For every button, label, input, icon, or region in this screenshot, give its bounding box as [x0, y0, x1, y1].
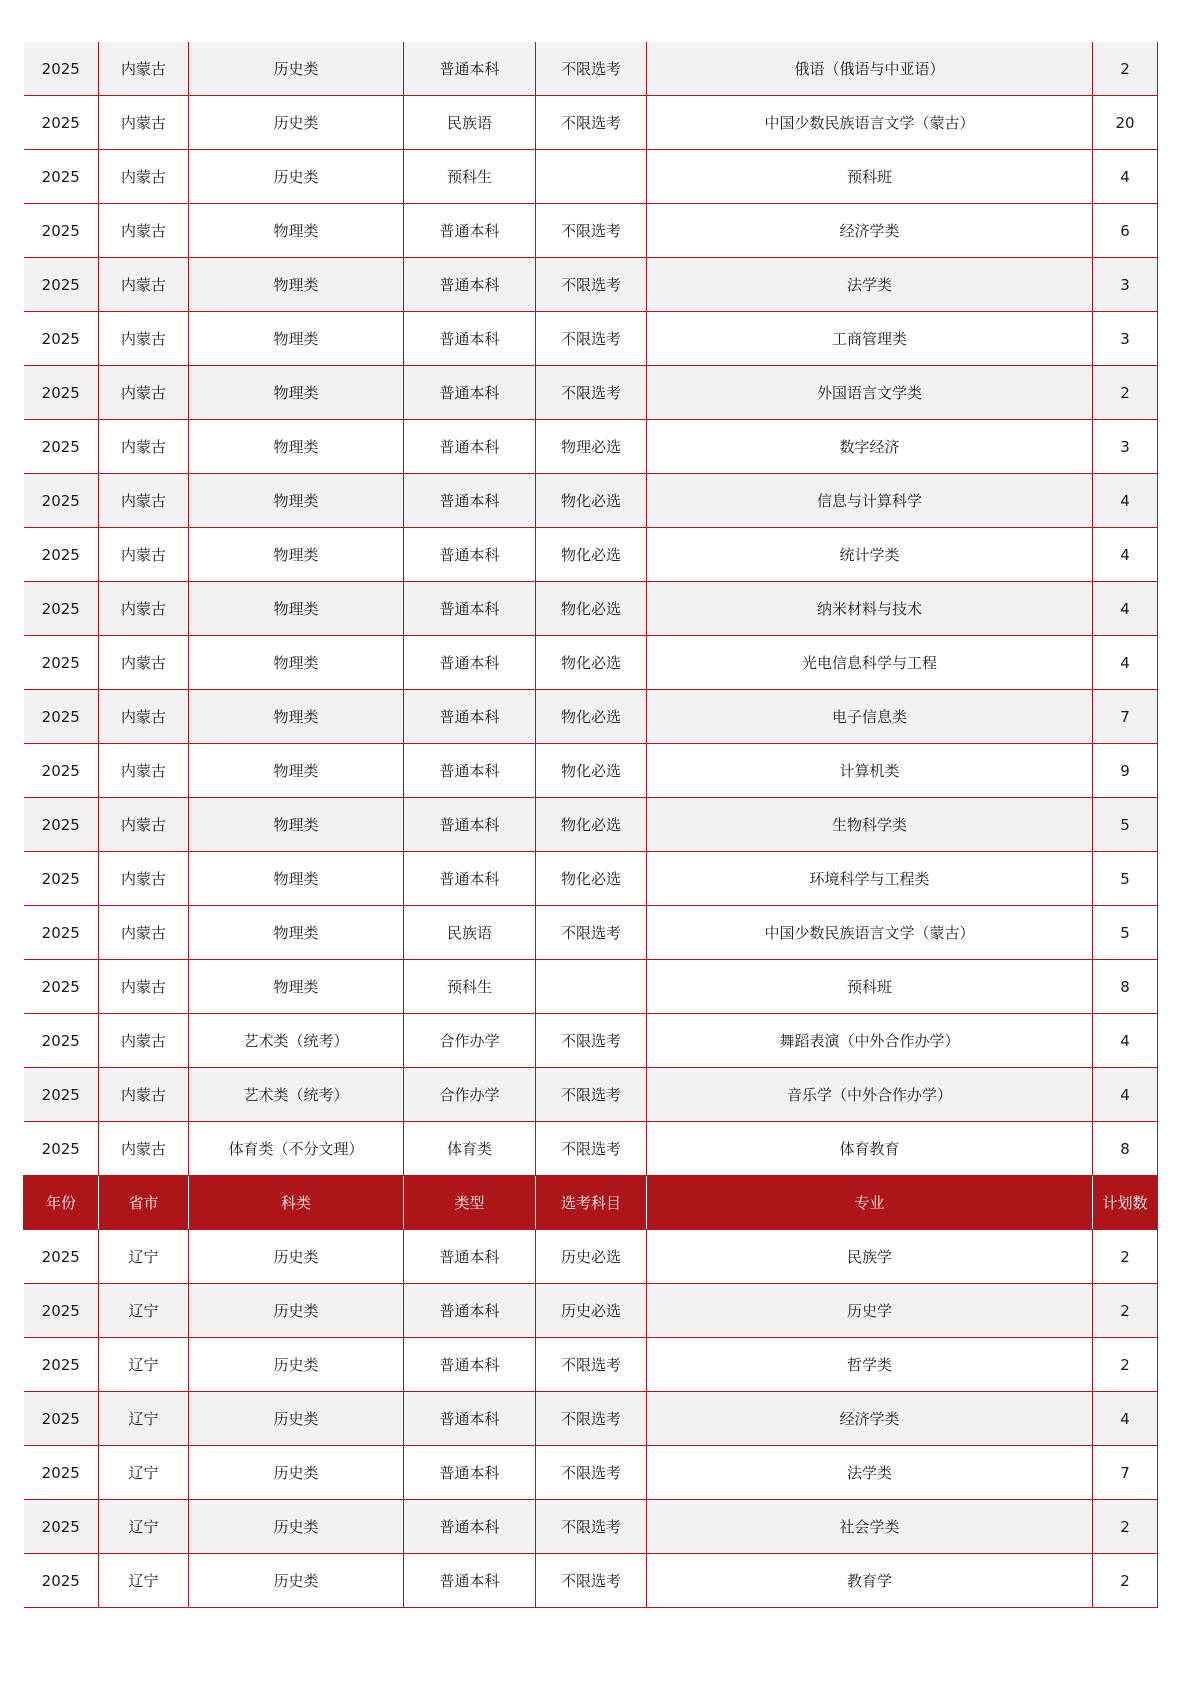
- cell-count: 4: [1093, 1014, 1158, 1068]
- cell-type: 预科生: [404, 150, 536, 204]
- cell-category: 物理类: [189, 312, 404, 366]
- cell-province: 内蒙古: [99, 960, 189, 1014]
- cell-type: 合作办学: [404, 1068, 536, 1122]
- cell-subjects: [536, 960, 647, 1014]
- cell-count: 4: [1093, 528, 1158, 582]
- cell-type: 普通本科: [404, 1500, 536, 1554]
- cell-type: 普通本科: [404, 474, 536, 528]
- cell-subjects: 历史必选: [536, 1230, 647, 1284]
- cell-count: 2: [1093, 42, 1158, 96]
- cell-category: 历史类: [189, 1392, 404, 1446]
- cell-subjects: 不限选考: [536, 366, 647, 420]
- cell-category: 物理类: [189, 906, 404, 960]
- cell-subjects: 不限选考: [536, 1014, 647, 1068]
- cell-year: 2025: [24, 1392, 99, 1446]
- cell-year: 2025: [24, 582, 99, 636]
- cell-subjects: 物化必选: [536, 798, 647, 852]
- cell-year: 2025: [24, 690, 99, 744]
- header-count: 计划数: [1093, 1176, 1158, 1230]
- cell-major: 历史学: [647, 1284, 1093, 1338]
- cell-count: 4: [1093, 1392, 1158, 1446]
- cell-type: 普通本科: [404, 420, 536, 474]
- table-row: [24, 1230, 1158, 1284]
- cell-major: 电子信息类: [647, 690, 1093, 744]
- cell-count: 3: [1093, 258, 1158, 312]
- table-row: [24, 1392, 1158, 1446]
- cell-subjects: 不限选考: [536, 258, 647, 312]
- cell-category: 艺术类（统考）: [189, 1068, 404, 1122]
- cell-year: 2025: [24, 1338, 99, 1392]
- table-row: [24, 1284, 1158, 1338]
- cell-province: 辽宁: [99, 1446, 189, 1500]
- cell-major: 教育学: [647, 1554, 1093, 1608]
- cell-year: 2025: [24, 906, 99, 960]
- cell-category: 历史类: [189, 1500, 404, 1554]
- cell-province: 内蒙古: [99, 96, 189, 150]
- cell-major: 哲学类: [647, 1338, 1093, 1392]
- cell-province: 辽宁: [99, 1392, 189, 1446]
- cell-major: 生物科学类: [647, 798, 1093, 852]
- cell-major: 法学类: [647, 258, 1093, 312]
- cell-major: 信息与计算科学: [647, 474, 1093, 528]
- cell-count: 4: [1093, 582, 1158, 636]
- table-row: [24, 852, 1158, 906]
- cell-category: 物理类: [189, 204, 404, 258]
- cell-count: 9: [1093, 744, 1158, 798]
- cell-subjects: 不限选考: [536, 1338, 647, 1392]
- header-year: 年份: [24, 1176, 99, 1230]
- cell-subjects: 物化必选: [536, 582, 647, 636]
- cell-year: 2025: [24, 636, 99, 690]
- header-category: 科类: [189, 1176, 404, 1230]
- table-row: [24, 1122, 1158, 1176]
- cell-province: 辽宁: [99, 1230, 189, 1284]
- table-row: [24, 528, 1158, 582]
- cell-category: 物理类: [189, 798, 404, 852]
- cell-subjects: 不限选考: [536, 42, 647, 96]
- cell-count: 7: [1093, 1446, 1158, 1500]
- cell-subjects: 不限选考: [536, 204, 647, 258]
- table-row: [24, 420, 1158, 474]
- cell-count: 4: [1093, 474, 1158, 528]
- table-row: [24, 258, 1158, 312]
- cell-year: 2025: [24, 1068, 99, 1122]
- cell-major: 法学类: [647, 1446, 1093, 1500]
- cell-count: 4: [1093, 1068, 1158, 1122]
- cell-year: 2025: [24, 798, 99, 852]
- cell-province: 内蒙古: [99, 906, 189, 960]
- cell-province: 内蒙古: [99, 420, 189, 474]
- cell-count: 4: [1093, 150, 1158, 204]
- table-row: [24, 1338, 1158, 1392]
- table-row: [24, 582, 1158, 636]
- cell-type: 普通本科: [404, 528, 536, 582]
- table-row: [24, 366, 1158, 420]
- cell-type: 民族语: [404, 96, 536, 150]
- cell-type: 普通本科: [404, 204, 536, 258]
- cell-type: 普通本科: [404, 1338, 536, 1392]
- cell-type: 普通本科: [404, 366, 536, 420]
- header-major: 专业: [647, 1176, 1093, 1230]
- cell-province: 内蒙古: [99, 798, 189, 852]
- table-row: [24, 204, 1158, 258]
- cell-category: 物理类: [189, 366, 404, 420]
- cell-subjects: 物理必选: [536, 420, 647, 474]
- cell-count: 2: [1093, 1500, 1158, 1554]
- cell-category: 物理类: [189, 420, 404, 474]
- cell-major: 计算机类: [647, 744, 1093, 798]
- cell-major: 环境科学与工程类: [647, 852, 1093, 906]
- cell-major: 统计学类: [647, 528, 1093, 582]
- cell-type: 普通本科: [404, 258, 536, 312]
- cell-count: 2: [1093, 1338, 1158, 1392]
- cell-major: 外国语言文学类: [647, 366, 1093, 420]
- cell-count: 2: [1093, 1284, 1158, 1338]
- cell-subjects: 不限选考: [536, 1122, 647, 1176]
- cell-category: 历史类: [189, 1338, 404, 1392]
- cell-year: 2025: [24, 258, 99, 312]
- cell-subjects: 不限选考: [536, 1500, 647, 1554]
- table-row: [24, 1068, 1158, 1122]
- cell-year: 2025: [24, 744, 99, 798]
- cell-type: 普通本科: [404, 852, 536, 906]
- cell-major: 俄语（俄语与中亚语）: [647, 42, 1093, 96]
- cell-category: 物理类: [189, 258, 404, 312]
- cell-subjects: 不限选考: [536, 1446, 647, 1500]
- cell-type: 普通本科: [404, 690, 536, 744]
- cell-year: 2025: [24, 1446, 99, 1500]
- cell-province: 内蒙古: [99, 258, 189, 312]
- cell-category: 物理类: [189, 636, 404, 690]
- table-header-row: [24, 1176, 1158, 1230]
- cell-year: 2025: [24, 312, 99, 366]
- cell-province: 内蒙古: [99, 744, 189, 798]
- cell-count: 5: [1093, 852, 1158, 906]
- cell-subjects: 物化必选: [536, 636, 647, 690]
- cell-year: 2025: [24, 1500, 99, 1554]
- table-row: [24, 312, 1158, 366]
- cell-count: 6: [1093, 204, 1158, 258]
- cell-subjects: 不限选考: [536, 1068, 647, 1122]
- cell-type: 普通本科: [404, 798, 536, 852]
- cell-category: 物理类: [189, 528, 404, 582]
- cell-count: 5: [1093, 798, 1158, 852]
- cell-subjects: 不限选考: [536, 1392, 647, 1446]
- cell-type: 预科生: [404, 960, 536, 1014]
- table-row: [24, 960, 1158, 1014]
- cell-category: 物理类: [189, 744, 404, 798]
- cell-category: 历史类: [189, 1230, 404, 1284]
- cell-subjects: 物化必选: [536, 744, 647, 798]
- table-row: [24, 1554, 1158, 1608]
- cell-type: 普通本科: [404, 1554, 536, 1608]
- cell-type: 合作办学: [404, 1014, 536, 1068]
- cell-subjects: 不限选考: [536, 96, 647, 150]
- table-row: [24, 96, 1158, 150]
- cell-province: 内蒙古: [99, 312, 189, 366]
- cell-province: 内蒙古: [99, 1068, 189, 1122]
- cell-category: 艺术类（统考）: [189, 1014, 404, 1068]
- cell-province: 内蒙古: [99, 1122, 189, 1176]
- cell-year: 2025: [24, 528, 99, 582]
- cell-subjects: 物化必选: [536, 852, 647, 906]
- cell-major: 经济学类: [647, 204, 1093, 258]
- cell-province: 辽宁: [99, 1554, 189, 1608]
- cell-type: 普通本科: [404, 1446, 536, 1500]
- cell-year: 2025: [24, 960, 99, 1014]
- cell-year: 2025: [24, 420, 99, 474]
- table-row: [24, 636, 1158, 690]
- cell-subjects: 物化必选: [536, 528, 647, 582]
- cell-major: 经济学类: [647, 1392, 1093, 1446]
- cell-category: 历史类: [189, 96, 404, 150]
- cell-count: 3: [1093, 420, 1158, 474]
- table-row: [24, 906, 1158, 960]
- cell-province: 内蒙古: [99, 474, 189, 528]
- cell-year: 2025: [24, 1554, 99, 1608]
- cell-count: 2: [1093, 1554, 1158, 1608]
- cell-category: 物理类: [189, 690, 404, 744]
- cell-major: 光电信息科学与工程: [647, 636, 1093, 690]
- cell-type: 普通本科: [404, 1392, 536, 1446]
- cell-year: 2025: [24, 474, 99, 528]
- cell-province: 内蒙古: [99, 1014, 189, 1068]
- table-row: [24, 798, 1158, 852]
- table-row: [24, 1446, 1158, 1500]
- cell-province: 内蒙古: [99, 852, 189, 906]
- cell-subjects: 不限选考: [536, 1554, 647, 1608]
- table-row: [24, 1500, 1158, 1554]
- cell-count: 2: [1093, 366, 1158, 420]
- cell-type: 普通本科: [404, 1230, 536, 1284]
- cell-category: 物理类: [189, 474, 404, 528]
- cell-province: 内蒙古: [99, 636, 189, 690]
- enrollment-plan-table-container: [23, 42, 1157, 1608]
- enrollment-plan-table: [23, 42, 1158, 1608]
- cell-province: 内蒙古: [99, 366, 189, 420]
- cell-year: 2025: [24, 1284, 99, 1338]
- cell-province: 辽宁: [99, 1500, 189, 1554]
- cell-type: 普通本科: [404, 582, 536, 636]
- cell-province: 内蒙古: [99, 42, 189, 96]
- cell-subjects: 历史必选: [536, 1284, 647, 1338]
- cell-province: 内蒙古: [99, 690, 189, 744]
- cell-major: 预科班: [647, 960, 1093, 1014]
- table-row: [24, 42, 1158, 96]
- cell-major: 工商管理类: [647, 312, 1093, 366]
- cell-count: 5: [1093, 906, 1158, 960]
- cell-count: 20: [1093, 96, 1158, 150]
- cell-year: 2025: [24, 150, 99, 204]
- cell-province: 内蒙古: [99, 150, 189, 204]
- cell-year: 2025: [24, 1014, 99, 1068]
- cell-category: 物理类: [189, 960, 404, 1014]
- cell-category: 历史类: [189, 42, 404, 96]
- cell-year: 2025: [24, 42, 99, 96]
- cell-category: 历史类: [189, 1284, 404, 1338]
- cell-year: 2025: [24, 1122, 99, 1176]
- cell-year: 2025: [24, 204, 99, 258]
- cell-type: 普通本科: [404, 312, 536, 366]
- cell-major: 民族学: [647, 1230, 1093, 1284]
- cell-category: 物理类: [189, 582, 404, 636]
- cell-year: 2025: [24, 852, 99, 906]
- cell-category: 历史类: [189, 1446, 404, 1500]
- cell-count: 7: [1093, 690, 1158, 744]
- cell-subjects: 物化必选: [536, 690, 647, 744]
- header-type: 类型: [404, 1176, 536, 1230]
- cell-count: 2: [1093, 1230, 1158, 1284]
- cell-major: 预科班: [647, 150, 1093, 204]
- table-body: [24, 42, 1158, 1608]
- cell-year: 2025: [24, 1230, 99, 1284]
- cell-major: 社会学类: [647, 1500, 1093, 1554]
- cell-major: 中国少数民族语言文学（蒙古）: [647, 96, 1093, 150]
- cell-category: 体育类（不分文理）: [189, 1122, 404, 1176]
- cell-type: 民族语: [404, 906, 536, 960]
- cell-type: 普通本科: [404, 1284, 536, 1338]
- table-row: [24, 150, 1158, 204]
- cell-subjects: 不限选考: [536, 312, 647, 366]
- cell-year: 2025: [24, 96, 99, 150]
- header-province: 省市: [99, 1176, 189, 1230]
- cell-province: 内蒙古: [99, 204, 189, 258]
- cell-major: 数字经济: [647, 420, 1093, 474]
- cell-year: 2025: [24, 366, 99, 420]
- table-row: [24, 690, 1158, 744]
- cell-subjects: 物化必选: [536, 474, 647, 528]
- cell-type: 体育类: [404, 1122, 536, 1176]
- cell-type: 普通本科: [404, 42, 536, 96]
- table-row: [24, 1014, 1158, 1068]
- cell-subjects: 不限选考: [536, 906, 647, 960]
- cell-province: 内蒙古: [99, 528, 189, 582]
- table-row: [24, 744, 1158, 798]
- cell-type: 普通本科: [404, 744, 536, 798]
- cell-major: 音乐学（中外合作办学）: [647, 1068, 1093, 1122]
- cell-major: 纳米材料与技术: [647, 582, 1093, 636]
- table-row: [24, 474, 1158, 528]
- cell-count: 8: [1093, 960, 1158, 1014]
- cell-count: 8: [1093, 1122, 1158, 1176]
- cell-count: 3: [1093, 312, 1158, 366]
- cell-category: 物理类: [189, 852, 404, 906]
- cell-count: 4: [1093, 636, 1158, 690]
- cell-province: 辽宁: [99, 1338, 189, 1392]
- cell-category: 历史类: [189, 1554, 404, 1608]
- cell-province: 内蒙古: [99, 582, 189, 636]
- cell-subjects: [536, 150, 647, 204]
- cell-province: 辽宁: [99, 1284, 189, 1338]
- cell-type: 普通本科: [404, 636, 536, 690]
- header-subjects: 选考科目: [536, 1176, 647, 1230]
- cell-major: 中国少数民族语言文学（蒙古）: [647, 906, 1093, 960]
- cell-major: 体育教育: [647, 1122, 1093, 1176]
- cell-major: 舞蹈表演（中外合作办学）: [647, 1014, 1093, 1068]
- cell-category: 历史类: [189, 150, 404, 204]
